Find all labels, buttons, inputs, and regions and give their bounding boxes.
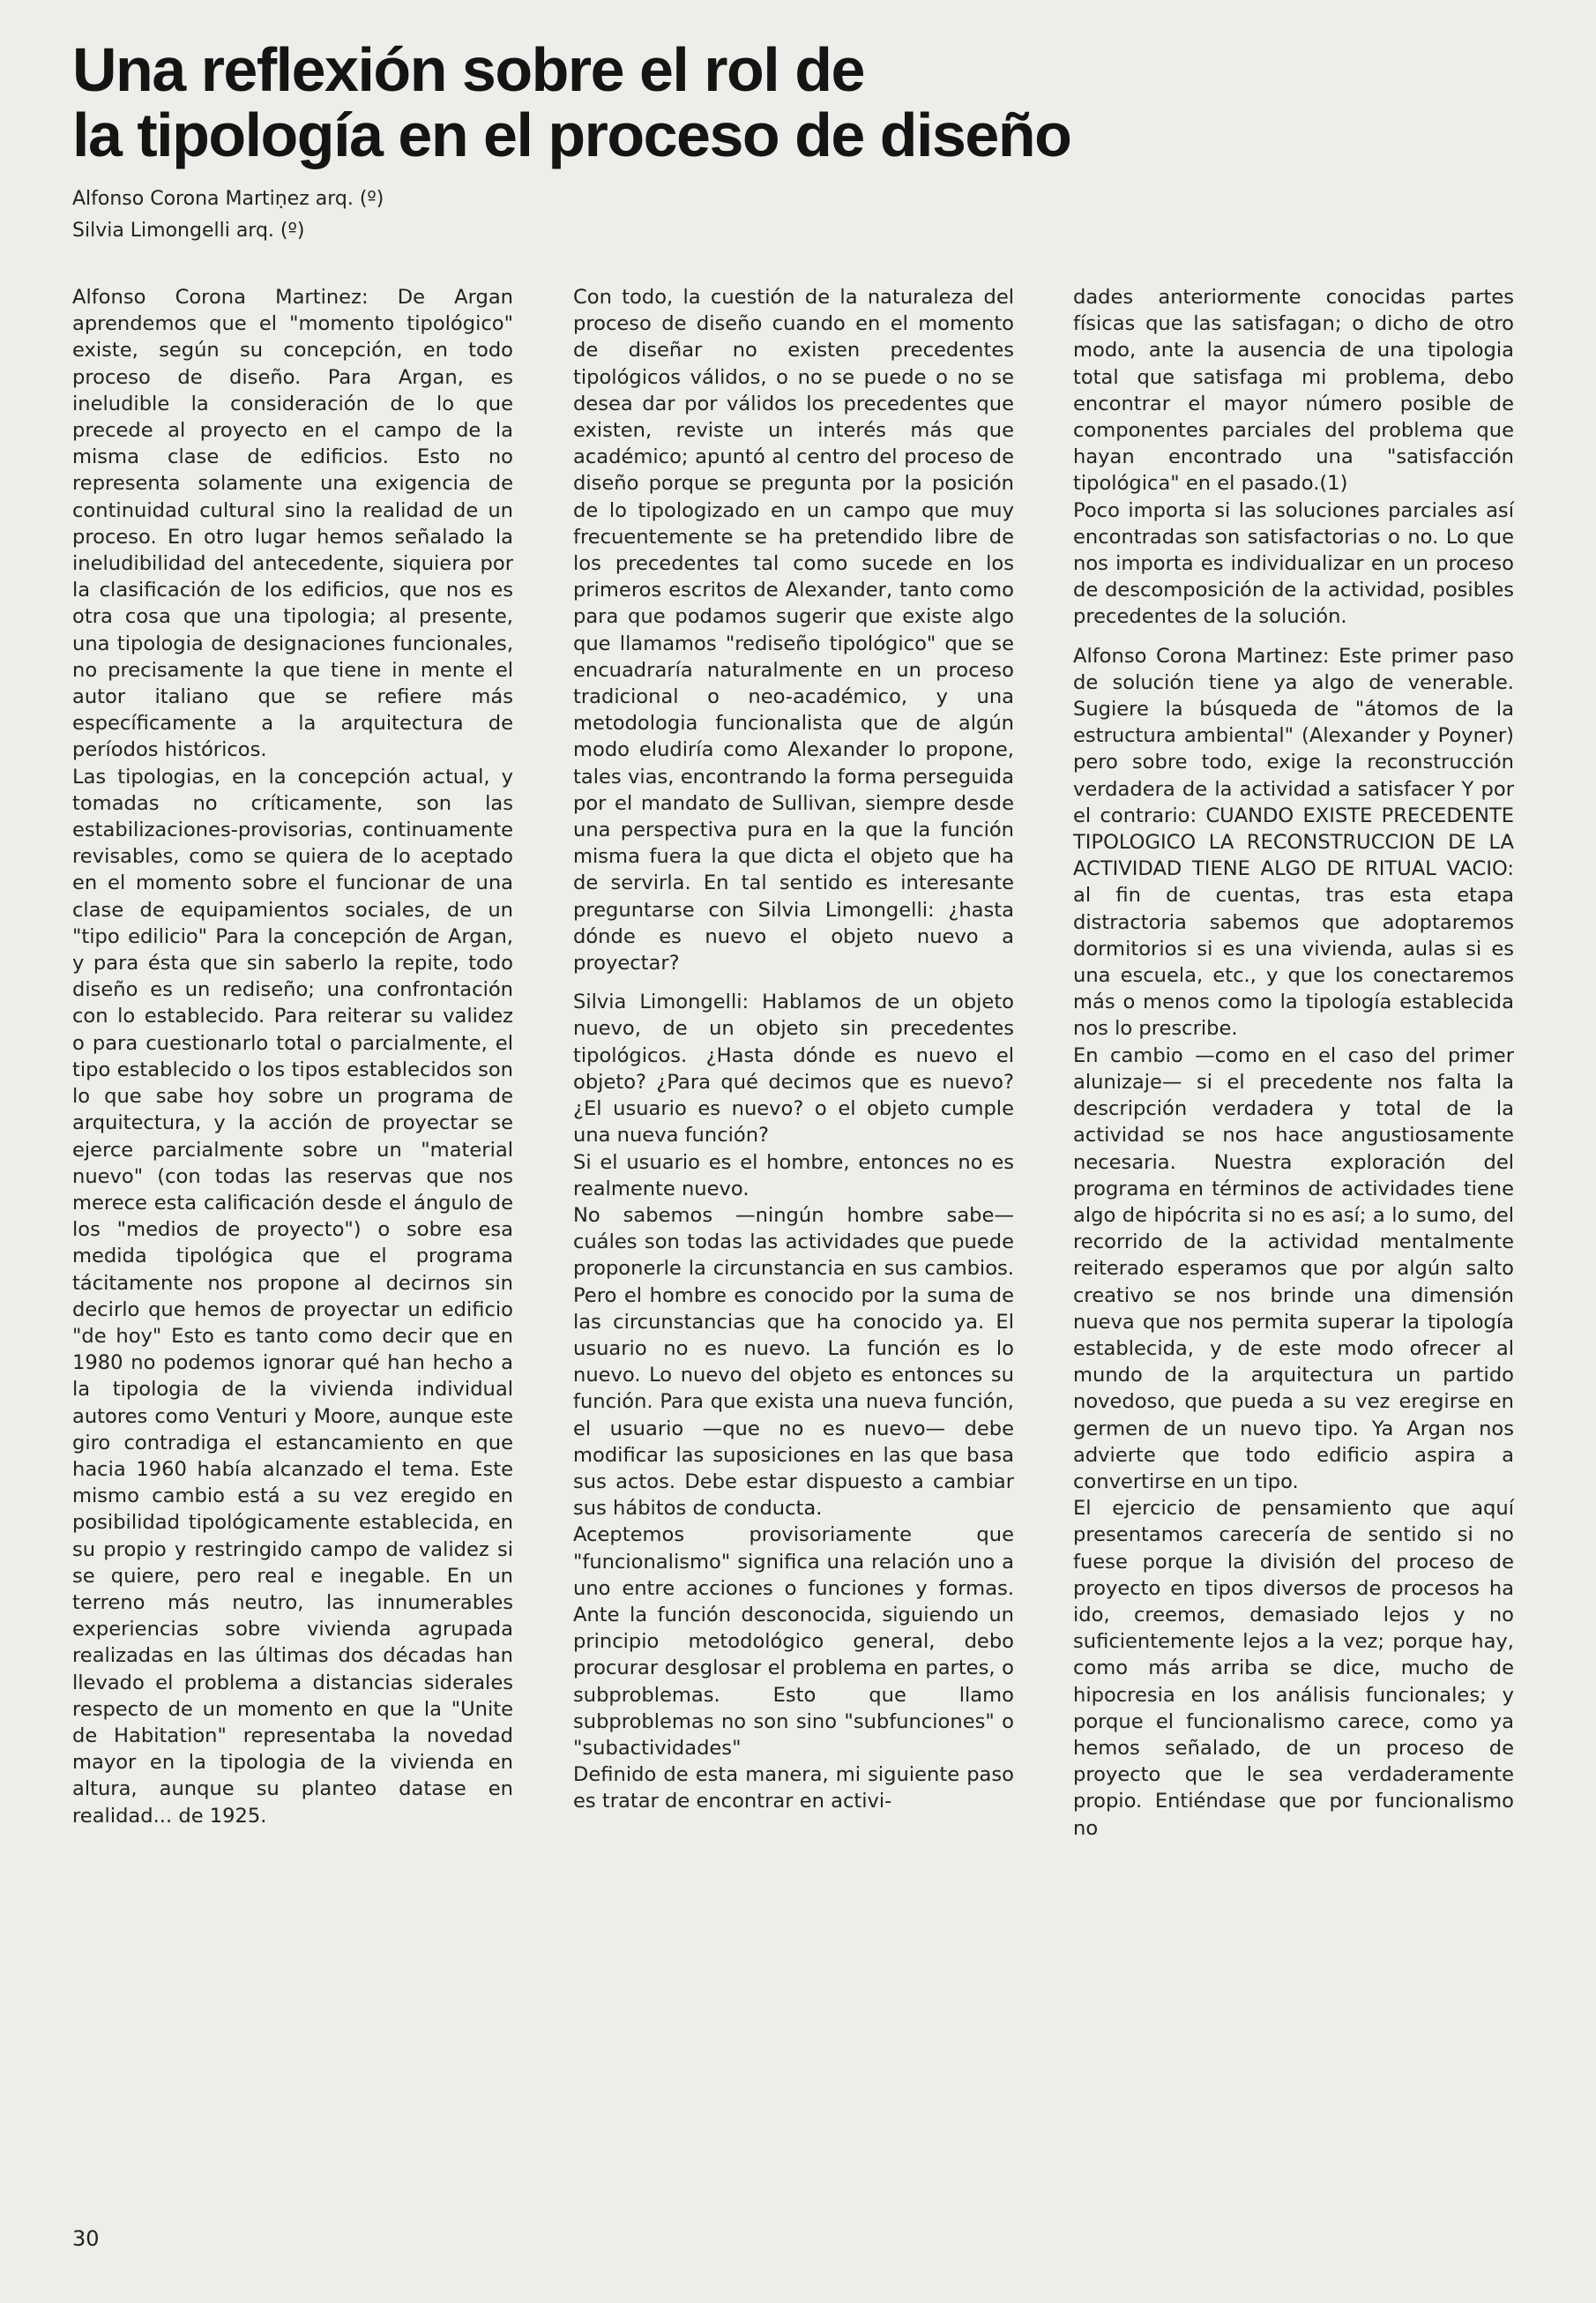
paragraph: dades anteriormente conocidas partes físicas que las satisfagan; o dicho de otro modo, ante la ausencia de una tipologia total que satisfaga mi problema, debo encontrar el mayor número posible de componentes parciales del problema que hayan encontrado una "satisfacción tipológica" en el pasado.(1) xyxy=(1073,286,1514,496)
paragraph: Alfonso Corona Martinez: De Argan aprendemos que el "momento tipológico" existe, según su concepción, en todo proceso de diseño. Para Argan, es ineludible la consideración de lo que precede al proyecto en el campo de la misma clase de edificios. Esto no representa solamente una exigencia de continuidad cultural sino la realidad de un proceso. En otro lugar hemos señalado la ineludibilidad del antecedente, siquiera por la clasificación de los edificios, que nos es otra cosa que una tipologia; al presente, una tipologia de designaciones funcionales, no precisamente la que tiene in mente el autor italiano que se refiere más específicamente a la arquitectura de períodos históricos. xyxy=(72,286,513,762)
author-2: Silvia Limongelli arq. (º) xyxy=(72,220,305,242)
title-line-1: Una reflexión sobre el rol de xyxy=(72,35,864,104)
column-3 xyxy=(1073,284,1514,1842)
paragraph: Si el usuario es el hombre, entonces no es realmente nuevo. xyxy=(573,1150,1014,1200)
paragraph: Definido de esta manera, mi siguiente paso es tratar de encontrar en activi- xyxy=(573,1763,1014,1813)
paragraph: Poco importa si las soluciones parciales así encontradas son satisfactorias o no. Lo que nos importa es individualizar en un proceso de descomposición de la actividad, posibles precedentes de la solución. xyxy=(1073,498,1514,629)
author-1: Alfonso Corona Martiṇez arq. (º) xyxy=(72,188,384,210)
page-number: 30 xyxy=(72,2226,100,2251)
paragraph: Silvia Limongelli: Hablamos de un objeto nuevo, de un objeto sin precedentes tipológicos. ¿Hasta dónde es nuevo el objeto? ¿Para qué decimos que es nuevo? ¿El usuario es nuevo? o el objeto cumple una nueva función? xyxy=(573,991,1014,1148)
paragraph: No sabemos —ningún hombre sabe— cuáles son todas las actividades que puede proponerle la circunstancia en sus cambios. Pero el hombre es conocido por la suma de las circunstancias que ha conocido ya. El usuario no es nuevo. La función es lo nuevo. Lo nuevo del objeto es entonces su función. Para que exista una nueva función, el usuario —que no es nuevo— debe modificar las suposiciones en las que basa sus actos. Debe estar dispuesto a cambiar sus hábitos de conducta. xyxy=(573,1203,1014,1521)
paragraph: Las tipologias, en la concepción actual, y tomadas no críticamente, son las estabilizaciones-provisorias, continuamente revisables, como se quiera de lo aceptado en el momento sobre el funcionar de una clase de equipamientos sociales, de un "tipo edilicio" Para la concepción de Argan, y para ésta que sin saberlo la repite, todo diseño es un rediseño; una confrontación con lo establecido. Para reiterar su validez o para cuestionarlo total o parcialmente, el tipo establecido o los tipos establecidos son lo que sabe hoy sobre un programa de arquitectura, y la acción de proyectar se ejerce parcialmente sobre un "material nuevo" (con todas las reservas que nos merece esta calificación desde el ángulo de los "medios de proyecto") o sobre esa medida tipológica que el programa tácitamente nos propone al decirnos sin decirlo que hemos de proyectar un edificio "de hoy" Esto es tanto como decir que en 1980 no podemos ignorar qué han hecho a la tipologia de la vivienda individual autores como Venturi y Moore, aunque este giro contradiga el estancamiento en que hacia 1960 había alcanzado el tema. Este mismo cambio está a su vez eregido en posibilidad tipológicamente establecida, en su propio y restringido campo de validez si se quiere, pero real e inegable. En un terreno más neutro, las innumerables experiencias sobre vivienda agrupada realizadas en las últimas dos décadas han llevado el problema a distancias siderales respecto de un momento en que la "Unite de Habitation" representaba la novedad mayor en la tipologia de la vivienda en altura, aunque su planteo datase en realidad... de 1925. xyxy=(72,765,513,1828)
column-2 xyxy=(573,284,1014,1815)
title-line-2: la tipología en el proceso de diseño xyxy=(72,101,1071,169)
paragraph: El ejercicio de pensamiento que aquí presentamos carecería de sentido si no fuese porque la división del proceso de proyecto en tipos diversos de procesos ha ido, creemos, demasiado lejos y no suficientemente lejos a la vez; porque hay, como más arriba se dice, mucho de hipocresia en los análisis funcionales; y porque el funcionalismo carece, como ya hemos señalado, de un proceso de proyecto que le sea verdaderamente propio. Entiéndase que por funcionalismo no xyxy=(1073,1497,1514,1840)
paragraph: Alfonso Corona Martinez: Este primer paso de solución tiene ya algo de venerable. Sugiere la búsqueda de "átomos de la estructura ambiental" (Alexander y Poyner) pero sobre todo, exige la reconstrucción verdadera de la actividad a satisfacer Y por el contrario: CUANDO EXISTE PRECEDENTE TIPOLOGICO LA RECONSTRUCCION DE LA ACTIVIDAD TIENE ALGO DE RITUAL VACIO: al fin de cuentas, tras esta etapa distractoria sabemos que adoptaremos dormitorios si es una vivienda, aulas si es una escuela, etc., y que los conectaremos más o menos como la tipología establecida nos lo prescribe. xyxy=(1073,644,1514,1041)
article-title xyxy=(72,37,1307,168)
paragraph: Con todo, la cuestión de la naturaleza del proceso de diseño cuando en el momento de diseñar no existen precedentes tipológicos válidos, o no se puede o no se desea dar por válidos los precedentes que existen, reviste un interés más que académico; apuntó al centro del proceso de diseño porque se pregunta por la posición de lo tipologizado en un campo que muy frecuentemente se ha pretendido libre de los precedentes tal como sucede en los primeros escritos de Alexander, tanto como para que podamos sugerir que existe algo que llamamos "rediseño tipológico" que se encuadraría naturalmente en un proceso tradicional o neo-académico, y una metodologia funcionalista que de algún modo eludiría como Alexander lo propone, tales vias, encontrando la forma perseguida por el mandato de Sullivan, siempre desde una perspectiva pura en la que la función misma fuera la que dicta el objeto que ha de servirla. En tal sentido es interesante preguntarse con Silvia Limongelli: ¿hasta dónde es nuevo el objeto nuevo a proyectar? xyxy=(573,286,1014,976)
paragraph: Aceptemos provisoriamente que "funcionalismo" significa una relación uno a uno entre acciones o funciones y formas. Ante la función desconocida, siguiendo un principio metodológico general, debo procurar desglosar el problema en partes, o subproblemas. Esto que llamo subproblemas no son sino "subfunciones" o "subactividades" xyxy=(573,1523,1014,1760)
column-1 xyxy=(72,284,513,1829)
paragraph: En cambio —como en el caso del primer alunizaje— si el precedente nos falta la descripción verdadera y total de la actividad se nos hace angustiosamente necesaria. Nuestra exploración del programa en términos de actividades tiene algo de hipócrita si no es así; a lo sumo, del recorrido de la actividad mentalmente reiterado esperamos que por algún salto creativo se nos brinde una dimensión nueva que nos permita superar la tipología establecida, y de este modo ofrecer al mundo de la arquitectura un partido novedoso, que pueda a su vez eregirse en germen de un nuevo tipo. Ya Argan nos advierte que todo edificio aspira a convertirse en un tipo. xyxy=(1073,1043,1514,1493)
author-list xyxy=(72,183,690,247)
